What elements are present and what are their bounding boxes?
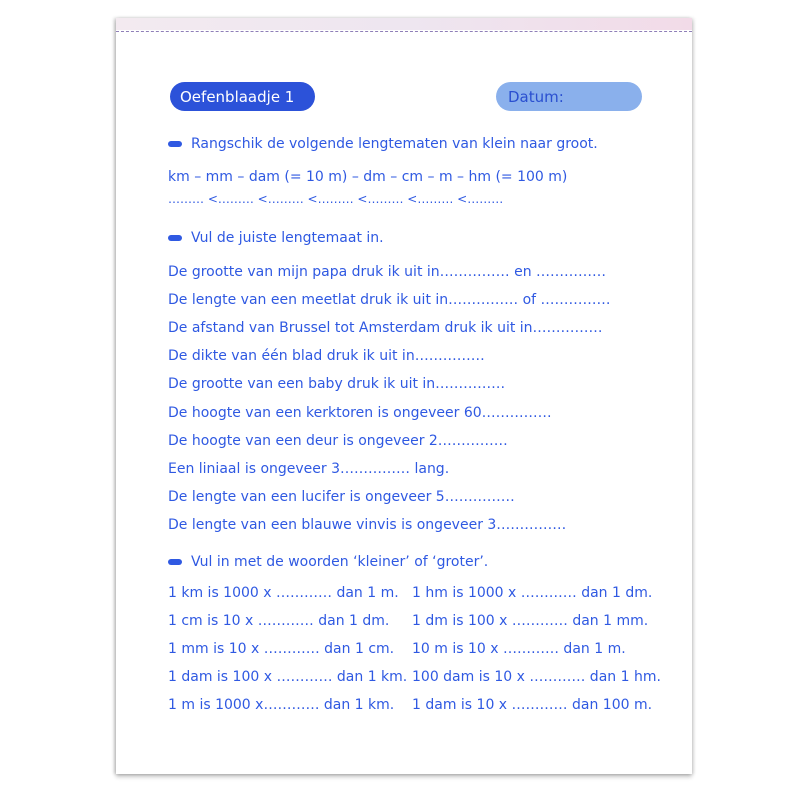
fill-in-sentence[interactable]: De lengte van een blauwe vinvis is ongeveer 3……………	[168, 517, 567, 533]
comparison-right[interactable]: 1 hm is 1000 x ………… dan 1 dm.	[412, 585, 653, 601]
fill-in-sentence[interactable]: Een liniaal is ongeveer 3…………… lang.	[168, 461, 450, 477]
worksheet-title-pill	[170, 82, 315, 111]
comparison-left[interactable]: 1 mm is 10 x ………… dan 1 cm.	[168, 641, 395, 657]
comparison-left[interactable]: 1 cm is 10 x ………… dan 1 dm.	[168, 613, 390, 629]
date-field[interactable]	[496, 82, 642, 111]
page-top-edge	[116, 18, 692, 30]
fill-in-sentence[interactable]: De hoogte van een kerktoren is ongeveer 60……………	[168, 405, 552, 421]
fill-in-sentence[interactable]: De lengte van een meetlat druk ik uit in…………… of ……………	[168, 292, 611, 308]
fill-in-sentence[interactable]: De lengte van een lucifer is ongeveer 5……………	[168, 489, 515, 505]
section-1-heading: Rangschik de volgende lengtematen van klein naar groot.	[191, 136, 598, 152]
fill-in-sentence[interactable]: De grootte van mijn papa druk ik uit in…………… en ……………	[168, 264, 607, 280]
fill-in-sentence[interactable]: De grootte van een baby druk ik uit in……………	[168, 376, 506, 392]
fill-in-sentence[interactable]: De hoogte van een deur is ongeveer 2……………	[168, 433, 508, 449]
section-3-bullet-icon	[168, 559, 182, 565]
worksheet-title: Oefenblaadje 1	[180, 87, 295, 106]
units-line: km – mm – dam (= 10 m) – dm – cm – m – hm (= 100 m)	[168, 169, 568, 185]
comparison-right[interactable]: 1 dm is 100 x ………… dan 1 mm.	[412, 613, 649, 629]
comparison-left[interactable]: 1 m is 1000 x………… dan 1 km.	[168, 697, 395, 713]
section-2-bullet-icon	[168, 235, 182, 241]
worksheet-page	[116, 18, 692, 774]
comparison-right[interactable]: 100 dam is 10 x ………… dan 1 hm.	[412, 669, 661, 685]
comparison-right[interactable]: 1 dam is 10 x ………… dan 100 m.	[412, 697, 653, 713]
section-1-bullet-icon	[168, 141, 182, 147]
fill-in-sentence[interactable]: De afstand van Brussel tot Amsterdam druk ik uit in……………	[168, 320, 603, 336]
date-label: Datum:	[508, 87, 564, 106]
section-3-heading: Vul in met de woorden ‘kleiner’ of ‘groter’.	[191, 554, 489, 570]
section-2-heading: Vul de juiste lengtemaat in.	[191, 230, 384, 246]
perforation-line	[116, 31, 692, 32]
comparison-left[interactable]: 1 dam is 100 x ………… dan 1 km.	[168, 669, 408, 685]
ordering-answer-line[interactable]: ……… <……… <……… <……… <……… <……… <………	[168, 192, 504, 206]
comparison-right[interactable]: 10 m is 10 x ………… dan 1 m.	[412, 641, 626, 657]
comparison-left[interactable]: 1 km is 1000 x ………… dan 1 m.	[168, 585, 399, 601]
fill-in-sentence[interactable]: De dikte van één blad druk ik uit in……………	[168, 348, 485, 364]
